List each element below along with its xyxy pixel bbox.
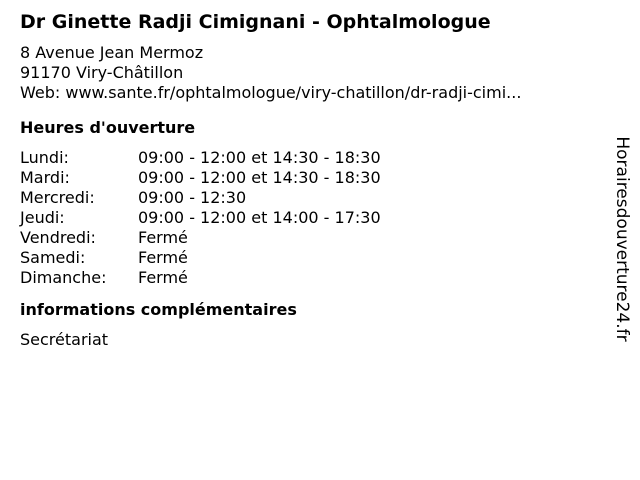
city-address: 91170 Viry-Châtillon <box>20 63 184 82</box>
hours-table <box>20 148 590 288</box>
day-hours: Fermé <box>138 228 188 247</box>
day-hours: 09:00 - 12:30 <box>138 188 247 207</box>
business-card <box>20 8 590 350</box>
street-address: 8 Avenue Jean Mermoz <box>20 43 204 62</box>
hours-row-sunday <box>20 268 590 288</box>
day-label: Dimanche: <box>20 268 107 287</box>
day-label: Mercredi: <box>20 188 95 207</box>
hours-row-wednesday <box>20 188 590 208</box>
brand-watermark: Horairesdouverture24.fr <box>612 136 632 342</box>
hours-heading: Heures d'ouverture <box>20 118 196 137</box>
day-label: Lundi: <box>20 148 69 167</box>
day-label: Jeudi: <box>20 208 65 227</box>
day-hours: Fermé <box>138 248 188 267</box>
info-text: Secrétariat <box>20 330 109 349</box>
hours-row-saturday <box>20 248 590 268</box>
hours-row-monday <box>20 148 590 168</box>
day-label: Samedi: <box>20 248 86 267</box>
day-hours: Fermé <box>138 268 188 287</box>
day-label: Vendredi: <box>20 228 96 247</box>
day-hours: 09:00 - 12:00 et 14:30 - 18:30 <box>138 168 381 187</box>
page-title: Dr Ginette Radji Cimignani - Ophtalmologue <box>20 11 491 33</box>
day-hours: 09:00 - 12:00 et 14:00 - 17:30 <box>138 208 381 227</box>
day-label: Mardi: <box>20 168 70 187</box>
day-hours: 09:00 - 12:00 et 14:30 - 18:30 <box>138 148 381 167</box>
hours-row-thursday <box>20 208 590 228</box>
address-block <box>20 43 590 103</box>
hours-row-friday <box>20 228 590 248</box>
website-link[interactable]: Web: www.sante.fr/ophtalmologue/viry-chatillon/dr-radji-cimi... <box>20 83 522 102</box>
hours-row-tuesday <box>20 168 590 188</box>
info-heading: informations complémentaires <box>20 300 297 319</box>
